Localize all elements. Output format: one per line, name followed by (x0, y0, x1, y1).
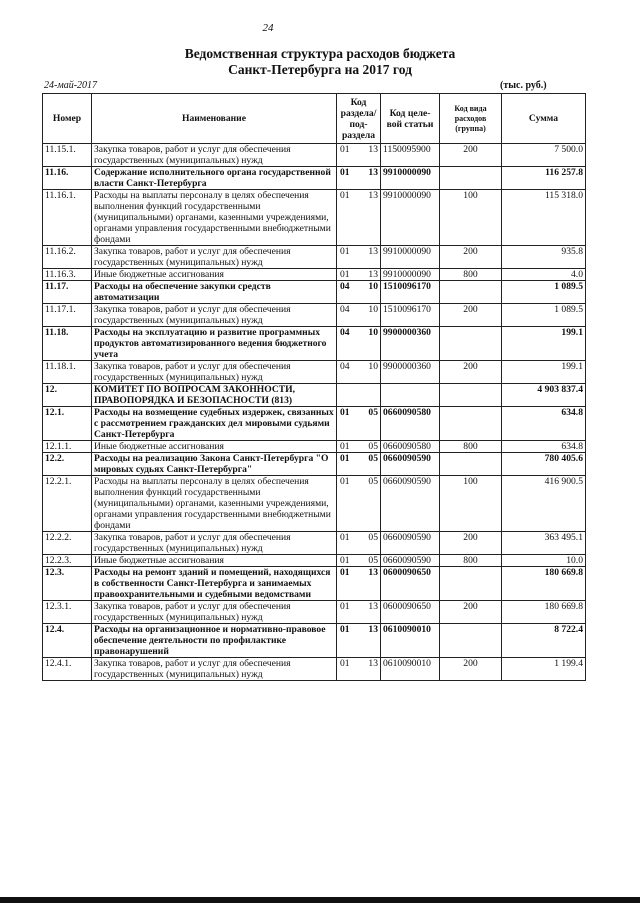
row-section: 01 (340, 555, 350, 566)
row-amount: 180 669.8 (502, 601, 586, 624)
table-row (43, 269, 586, 281)
header-expense-type: Код вида расходов (группа) (440, 94, 502, 144)
table-row (43, 532, 586, 555)
table-row (43, 361, 586, 384)
row-section: 04 (340, 361, 350, 372)
row-number: 11.16.1. (43, 190, 92, 246)
row-target-code: 9910000090 (381, 167, 440, 190)
row-subsection: 13 (368, 167, 378, 178)
title-line-1: Ведомственная структура расходов бюджета (184, 46, 456, 61)
row-number: 12. (43, 384, 92, 407)
row-subsection: 13 (368, 190, 378, 201)
row-subsection: 13 (368, 269, 378, 280)
header-number: Номер (43, 94, 92, 144)
row-expense-type: 200 (440, 532, 502, 555)
row-section-code (337, 281, 381, 304)
row-amount: 363 495.1 (502, 532, 586, 555)
row-number: 12.4.1. (43, 658, 92, 681)
row-section-code (337, 453, 381, 476)
row-name: Расходы на организационное и нормативно-правовое обеспечение деятельности по профилактике правонарушений (92, 624, 337, 658)
row-expense-type: 200 (440, 361, 502, 384)
row-section-code (337, 269, 381, 281)
row-target-code: 0660090580 (381, 441, 440, 453)
row-section: 01 (340, 407, 350, 418)
row-name: Расходы на выплаты персоналу в целях обеспечения выполнения функций государственными (муниципальными) органами, казенными учреждениями, органами управления государственными внебюджетными фондами (92, 190, 337, 246)
row-name: Закупка товаров, работ и услуг для обеспечения государственных (муниципальных) нужд (92, 304, 337, 327)
table-row (43, 246, 586, 269)
table-row (43, 476, 586, 532)
row-name: Расходы на возмещение судебных издержек, связанных с рассмотрением гражданских дел мировыми судьями Санкт-Петербурга (92, 407, 337, 441)
row-amount: 634.8 (502, 441, 586, 453)
row-subsection: 10 (368, 361, 378, 372)
document-date: 24-май-2017 (44, 80, 98, 91)
row-section-code (337, 624, 381, 658)
row-amount: 780 405.6 (502, 453, 586, 476)
row-subsection: 10 (368, 327, 378, 338)
row-section-code (337, 144, 381, 167)
table-row (43, 567, 586, 601)
row-section: 04 (340, 281, 350, 292)
page-number: 24 (262, 22, 274, 34)
row-subsection: 05 (368, 453, 378, 464)
row-name: КОМИТЕТ ПО ВОПРОСАМ ЗАКОННОСТИ, ПРАВОПОРЯДКА И БЕЗОПАСНОСТИ (813) (92, 384, 337, 407)
row-name: Расходы на реализацию Закона Санкт-Петербурга "О мировых судьях Санкт-Петербурга" (92, 453, 337, 476)
row-amount: 634.8 (502, 407, 586, 441)
row-number: 12.4. (43, 624, 92, 658)
row-number: 12.2.2. (43, 532, 92, 555)
row-section-code (337, 167, 381, 190)
row-name: Расходы на эксплуатацию и развитие программных продуктов автоматизированного ведения бюджетного учета (92, 327, 337, 361)
row-section-code (337, 304, 381, 327)
row-amount: 1 089.5 (502, 304, 586, 327)
row-number: 11.18.1. (43, 361, 92, 384)
row-section-code (337, 384, 381, 407)
row-amount: 116 257.8 (502, 167, 586, 190)
row-section: 01 (340, 624, 350, 635)
row-target-code: 9900000360 (381, 327, 440, 361)
row-target-code: 9910000090 (381, 246, 440, 269)
row-section: 01 (340, 441, 350, 452)
row-section-code (337, 532, 381, 555)
table-row (43, 281, 586, 304)
row-subsection: 05 (368, 532, 378, 543)
row-expense-type: 200 (440, 658, 502, 681)
row-target-code: 9910000090 (381, 269, 440, 281)
title-line-2: Санкт-Петербурга на 2017 год (228, 62, 412, 77)
row-target-code: 1510096170 (381, 304, 440, 327)
row-expense-type (440, 167, 502, 190)
row-amount: 115 318.0 (502, 190, 586, 246)
row-subsection: 05 (368, 555, 378, 566)
table-row (43, 304, 586, 327)
row-target-code: 0660090590 (381, 532, 440, 555)
row-section-code (337, 361, 381, 384)
row-expense-type (440, 567, 502, 601)
row-section-code (337, 476, 381, 532)
row-expense-type: 200 (440, 144, 502, 167)
table-row (43, 384, 586, 407)
bottom-scan-border (0, 897, 640, 903)
row-section: 04 (340, 304, 350, 315)
row-section: 01 (340, 658, 350, 669)
table-row (43, 453, 586, 476)
row-name: Иные бюджетные ассигнования (92, 269, 337, 281)
row-expense-type (440, 281, 502, 304)
row-name: Расходы на ремонт зданий и помещений, находящихся в собственности Санкт-Петербурга и занимаемых правоохранительными и судебными ведомствами (92, 567, 337, 601)
row-subsection: 05 (368, 441, 378, 452)
row-number: 12.3.1. (43, 601, 92, 624)
row-subsection: 10 (368, 304, 378, 315)
row-target-code: 9900000360 (381, 361, 440, 384)
table-row (43, 658, 586, 681)
table-row (43, 167, 586, 190)
row-amount: 8 722.4 (502, 624, 586, 658)
row-target-code: 1150095900 (381, 144, 440, 167)
row-section: 01 (340, 476, 350, 487)
row-expense-type: 100 (440, 476, 502, 532)
row-name: Закупка товаров, работ и услуг для обеспечения государственных (муниципальных) нужд (92, 144, 337, 167)
row-expense-type (440, 624, 502, 658)
row-target-code: 0610090010 (381, 658, 440, 681)
row-subsection: 13 (368, 601, 378, 612)
row-amount: 1 089.5 (502, 281, 586, 304)
row-section-code (337, 190, 381, 246)
row-name: Закупка товаров, работ и услуг для обеспечения государственных (муниципальных) нужд (92, 601, 337, 624)
row-number: 11.16. (43, 167, 92, 190)
row-expense-type (440, 407, 502, 441)
row-name: Расходы на обеспечение закупки средств автоматизации (92, 281, 337, 304)
row-number: 12.1.1. (43, 441, 92, 453)
row-section: 01 (340, 269, 350, 280)
header-target-code: Код целе- вой статьи (381, 94, 440, 144)
row-amount: 4.0 (502, 269, 586, 281)
row-name: Иные бюджетные ассигнования (92, 441, 337, 453)
row-target-code: 0660090590 (381, 555, 440, 567)
row-amount: 7 500.0 (502, 144, 586, 167)
row-name: Иные бюджетные ассигнования (92, 555, 337, 567)
row-number: 11.16.2. (43, 246, 92, 269)
row-name: Закупка товаров, работ и услуг для обеспечения государственных (муниципальных) нужд (92, 532, 337, 555)
row-expense-type: 200 (440, 246, 502, 269)
row-amount: 199.1 (502, 327, 586, 361)
row-target-code: 0600090650 (381, 601, 440, 624)
table-row (43, 407, 586, 441)
row-expense-type: 800 (440, 269, 502, 281)
table-row (43, 441, 586, 453)
row-target-code (381, 384, 440, 407)
row-subsection: 05 (368, 476, 378, 487)
row-section: 04 (340, 327, 350, 338)
table-row (43, 555, 586, 567)
row-target-code: 0660090580 (381, 407, 440, 441)
row-amount: 4 903 837.4 (502, 384, 586, 407)
row-name: Закупка товаров, работ и услуг для обеспечения государственных (муниципальных) нужд (92, 658, 337, 681)
header-section-code: Код раздела/ под- раздела (337, 94, 381, 144)
row-number: 11.15.1. (43, 144, 92, 167)
units-label: (тыс. руб.) (500, 80, 547, 91)
row-section: 01 (340, 167, 350, 178)
row-expense-type: 800 (440, 441, 502, 453)
row-name: Закупка товаров, работ и услуг для обеспечения государственных (муниципальных) нужд (92, 246, 337, 269)
row-subsection: 13 (368, 144, 378, 155)
row-subsection: 13 (368, 567, 378, 578)
row-target-code: 0660090590 (381, 476, 440, 532)
row-number: 11.18. (43, 327, 92, 361)
row-number: 12.2. (43, 453, 92, 476)
row-section-code (337, 658, 381, 681)
table-row (43, 601, 586, 624)
row-expense-type: 800 (440, 555, 502, 567)
header-name: Наименование (92, 94, 337, 144)
row-section-code (337, 441, 381, 453)
row-subsection: 10 (368, 281, 378, 292)
row-expense-type (440, 327, 502, 361)
table-row (43, 624, 586, 658)
row-section: 01 (340, 567, 350, 578)
row-section-code (337, 601, 381, 624)
table-row (43, 327, 586, 361)
row-number: 11.17.1. (43, 304, 92, 327)
row-expense-type: 200 (440, 304, 502, 327)
row-number: 12.3. (43, 567, 92, 601)
table-row (43, 144, 586, 167)
row-subsection: 05 (368, 407, 378, 418)
row-amount: 10.0 (502, 555, 586, 567)
row-name: Содержание исполнительного органа государственной власти Санкт-Петербурга (92, 167, 337, 190)
row-subsection: 13 (368, 658, 378, 669)
row-section-code (337, 407, 381, 441)
row-section: 01 (340, 246, 350, 257)
row-number: 12.1. (43, 407, 92, 441)
row-expense-type (440, 384, 502, 407)
row-number: 12.2.1. (43, 476, 92, 532)
row-section-code (337, 555, 381, 567)
row-expense-type: 200 (440, 601, 502, 624)
row-target-code: 0610090010 (381, 624, 440, 658)
row-section-code (337, 327, 381, 361)
row-amount: 416 900.5 (502, 476, 586, 532)
budget-table (42, 93, 586, 681)
row-number: 11.16.3. (43, 269, 92, 281)
row-section-code (337, 246, 381, 269)
row-subsection: 13 (368, 246, 378, 257)
table-body (43, 144, 586, 681)
row-section: 01 (340, 532, 350, 543)
row-target-code: 0660090590 (381, 453, 440, 476)
row-expense-type: 100 (440, 190, 502, 246)
row-section: 01 (340, 453, 350, 464)
table-row (43, 190, 586, 246)
row-name: Закупка товаров, работ и услуг для обеспечения государственных (муниципальных) нужд (92, 361, 337, 384)
document-title (0, 46, 640, 78)
row-section: 01 (340, 144, 350, 155)
row-expense-type (440, 453, 502, 476)
row-subsection: 13 (368, 624, 378, 635)
row-target-code: 9910000090 (381, 190, 440, 246)
row-section-code (337, 567, 381, 601)
row-section: 01 (340, 601, 350, 612)
row-target-code: 0600090650 (381, 567, 440, 601)
row-amount: 935.8 (502, 246, 586, 269)
row-amount: 180 669.8 (502, 567, 586, 601)
row-name: Расходы на выплаты персоналу в целях обеспечения выполнения функций государственными (муниципальными) органами, казенными учреждениями, органами управления государственными внебюджетными фондами (92, 476, 337, 532)
row-amount: 1 199.4 (502, 658, 586, 681)
row-amount: 199.1 (502, 361, 586, 384)
row-number: 11.17. (43, 281, 92, 304)
header-amount: Сумма (502, 94, 586, 144)
row-target-code: 1510096170 (381, 281, 440, 304)
row-number: 12.2.3. (43, 555, 92, 567)
row-section: 01 (340, 190, 350, 201)
